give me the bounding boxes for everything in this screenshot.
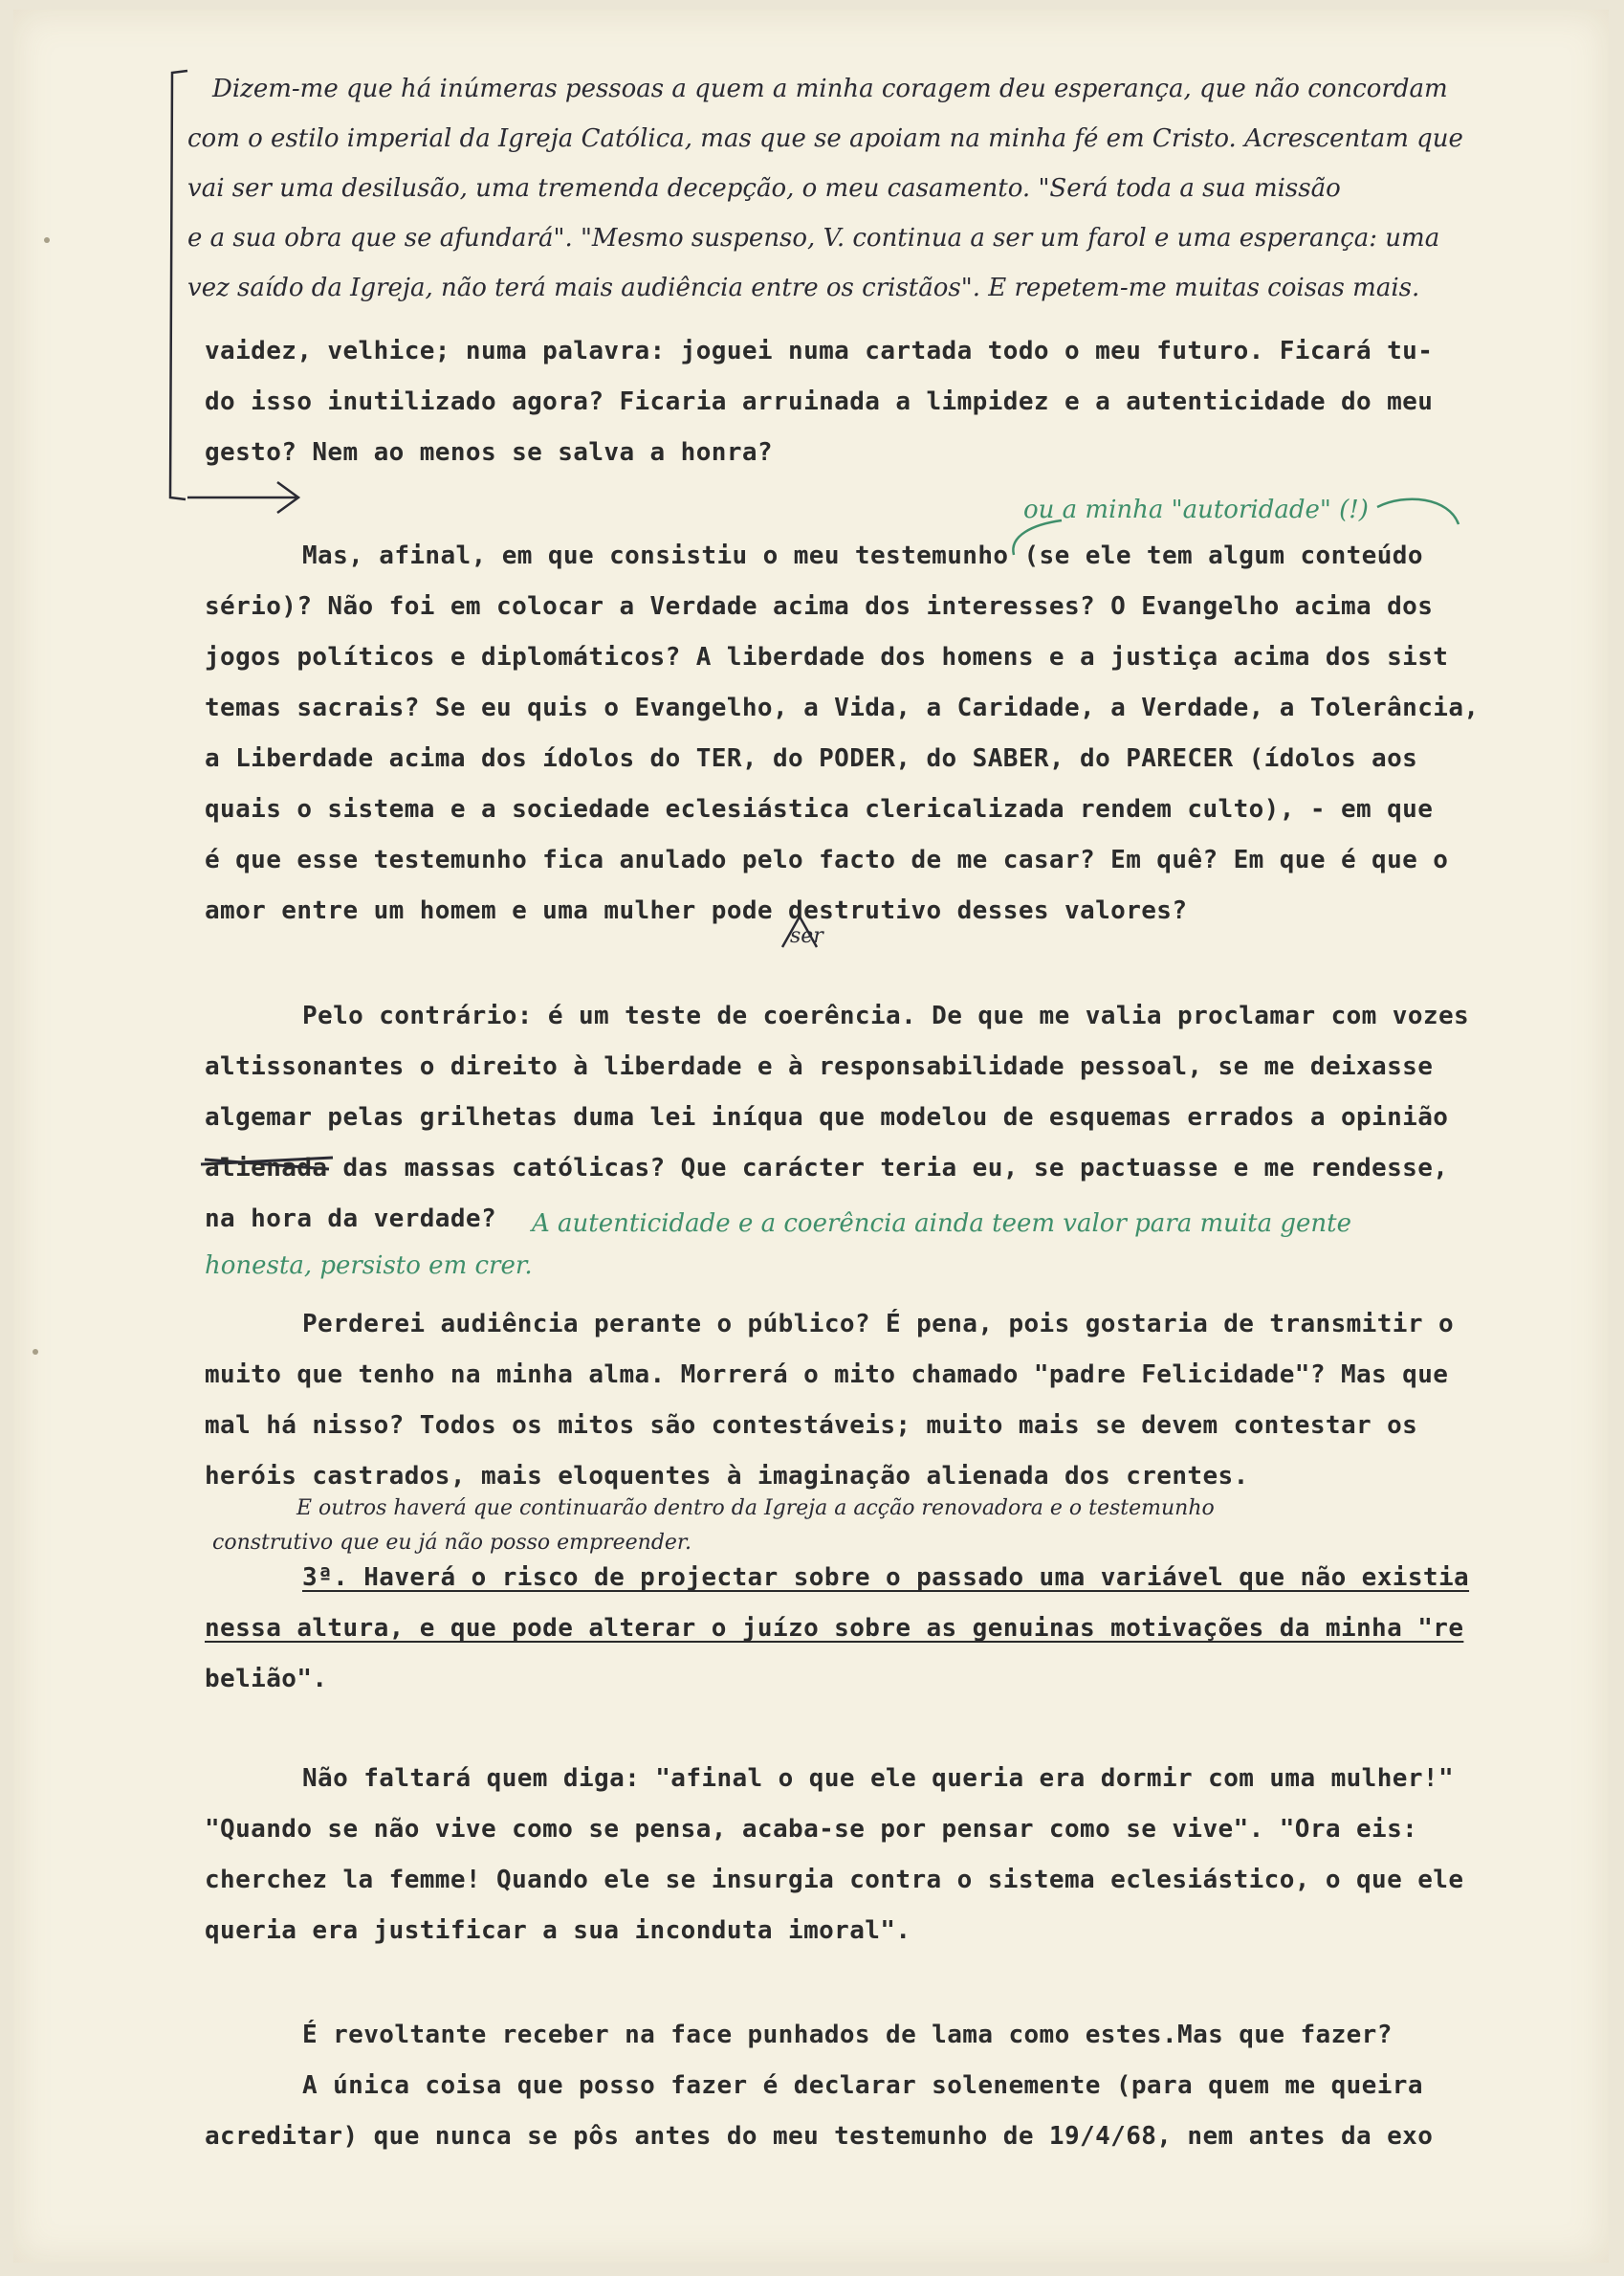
typed-line: temas sacrais? Se eu quis o Evangelho, a Vida, a Caridade, a Verdade, a Tolerância, <box>205 694 1480 722</box>
typed-line-underlined: 3ª. Haverá o risco de projectar sobre o passado uma variável que não existia <box>302 1563 1470 1592</box>
typed-line: vaidez, velhice; numa palavra: joguei numa cartada todo o meu futuro. Ficará tu- <box>205 337 1434 365</box>
typed-line: belião". <box>205 1665 328 1693</box>
typed-line: amor entre um homem e uma mulher pode destrutivo desses valores? <box>205 896 1188 925</box>
typed-line: Não faltará quem diga: "afinal o que ele queria era dormir com uma mulher!" <box>302 1764 1454 1793</box>
insertion-bracket <box>170 71 187 499</box>
typed-line: Perderei audiência perante o público? É pena, pois gostaria de transmitir o <box>302 1310 1454 1338</box>
typed-line: acreditar) que nunca se pôs antes do meu testemunho de 19/4/68, nem antes da exo <box>205 2122 1434 2151</box>
green-handwritten-note: honesta, persisto em crer. <box>205 1251 533 1280</box>
handwritten-note-outros: E outros haverá que continuarão dentro da Igreja a acção renovadora e o testemunho <box>296 1496 1215 1520</box>
typed-line: na hora da verdade? <box>205 1204 497 1233</box>
typed-line: é que esse testemunho fica anulado pelo facto de me casar? Em quê? Em que é que o <box>205 846 1449 874</box>
typed-line: A única coisa que posso fazer é declarar solenemente (para quem me queira <box>302 2071 1423 2100</box>
handwritten-insert-ser: ser <box>790 924 823 948</box>
typed-line: heróis castrados, mais eloquentes à imaginação alienada dos crentes. <box>205 1462 1249 1491</box>
insertion-arrow <box>187 482 298 513</box>
typed-line: quais o sistema e a sociedade eclesiástica clericalizada rendem culto), - em que <box>205 795 1434 824</box>
typed-line: mal há nisso? Todos os mitos são contestáveis; muito mais se devem contestar os <box>205 1411 1418 1440</box>
typed-line: sério)? Não foi em colocar a Verdade acima dos interesses? O Evangelho acima dos <box>205 592 1434 621</box>
handwritten-note-outros: construtivo que eu já não posso empreender. <box>212 1531 692 1555</box>
typed-line: jogos políticos e diplomáticos? A liberdade dos homens e a justiça acima dos sist <box>205 643 1449 672</box>
typed-line: Mas, afinal, em que consistiu o meu testemunho (se ele tem algum conteúdo <box>302 541 1423 570</box>
typed-line: do isso inutilizado agora? Ficaria arruinada a limpidez e a autenticidade do meu <box>205 387 1434 416</box>
typed-line: gesto? Nem ao menos se salva a honra? <box>205 438 773 467</box>
handwritten-line: vez saído da Igreja, não terá mais audiência entre os cristãos". E repetem-me muitas coisas mais. <box>187 274 1420 302</box>
handwritten-line: com o estilo imperial da Igreja Católica, mas que se apoiam na minha fé em Cristo. Acrescentam que <box>187 124 1463 153</box>
typed-line-underlined: nessa altura, e que pode alterar o juízo sobre as genuinas motivações da minha "re <box>205 1614 1464 1643</box>
typed-line: queria era justificar a sua inconduta imoral". <box>205 1916 911 1945</box>
typed-line: Pelo contrário: é um teste de coerência. De que me valia proclamar com vozes <box>302 1002 1470 1030</box>
typed-line: algemar pelas grilhetas duma lei iníqua que modelou de esquemas errados a opinião <box>205 1103 1449 1132</box>
typed-line: "Quando se não vive como se pensa, acaba-se por pensar como se vive". "Ora eis: <box>205 1815 1418 1844</box>
typed-line: cherchez la femme! Quando ele se insurgia contra o sistema eclesiástico, o que ele <box>205 1866 1464 1894</box>
typed-line: a Liberdade acima dos ídolos do TER, do PODER, do SABER, do PARECER (ídolos aos <box>205 744 1418 773</box>
green-curve-mark <box>1377 499 1459 524</box>
margin-note-autoridade: ou a minha "autoridade" (!) <box>1023 496 1369 524</box>
handwritten-line: e a sua obra que se afundará". "Mesmo suspenso, V. continua a ser um farol e uma esperança: uma <box>187 224 1440 253</box>
typed-line: alienada das massas católicas? Que carácter teria eu, se pactuasse e me rendesse, <box>205 1154 1449 1182</box>
typed-line: muito que tenho na minha alma. Morrerá o mito chamado "padre Felicidade"? Mas que <box>205 1360 1449 1389</box>
handwritten-line: vai ser uma desilusão, uma tremenda decepção, o meu casamento. "Será toda a sua missão <box>187 174 1341 203</box>
handwritten-line: Dizem-me que há inúmeras pessoas a quem a minha coragem deu esperança, que não concordam <box>212 75 1448 103</box>
typed-line: altissonantes o direito à liberdade e à responsabilidade pessoal, se me deixasse <box>205 1052 1434 1081</box>
green-handwritten-note: A autenticidade e a coerência ainda teem valor para muita gente <box>532 1209 1352 1238</box>
typed-line: É revoltante receber na face punhados de lama como estes.Mas que fazer? <box>302 2021 1393 2049</box>
